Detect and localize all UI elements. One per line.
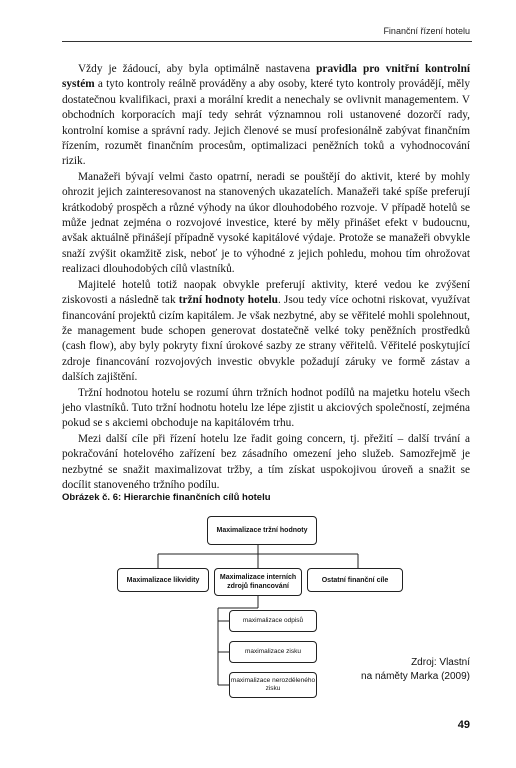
header-rule — [62, 41, 472, 42]
figure-source: Zdroj: Vlastní na náměty Marka (2009) — [361, 657, 470, 682]
level3-node: maximalizace zisku — [229, 641, 317, 663]
paragraph: Manažeři bývají velmi často opatrní, neradi se pouštějí do aktivit, které by mohly ohrozit jejich zainteresovanost na stanovených ukazatelích. Manažeři také spíše preferují krátkodobý prospěch a různé výhody na úkor dlouhodobého rozvoje. V případě hotelů se může jednat zejména o rozvojové investice, které by měly přinášet efekt v budoucnu, avšak aktuálně přinášejí případně vysoké kapitálové výdaje. Protože se manažeři obvykle snaží zvýšit okamžitě zisk, neboť je to výhodné z jejich pohledu, mohou tím ohrožovat realizaci dlouhodobých cílů vlastníků. — [62, 170, 470, 276]
paragraph: Majitelé hotelů totiž naopak obvykle preferují aktivity, které vedou ke zvýšení ziskovosti a následně tak tržní hodnoty hotelu. Jsou tedy více ochotni riskovat, využívat financování projektů cizím kapitálem. Je však nezbytné, aby se věřitelé mohli spolehnout, že management bude schopen generovat dostatečně velké toky peněžních prostředků (cash flow), aby byly pokryty fixní úrokové sazby ze strany věřitelů. Věřitelé poskytující zdroje financování rozvojových investic obvykle požadují záruky ve formě zástav a dalších zajištění. — [62, 278, 471, 384]
emphasis: tržní hodnoty hotelu — [178, 294, 278, 307]
emphasis: pravidla pro vnitřní kontrolní systém — [62, 63, 470, 91]
paragraph: Vždy je žádoucí, aby byla optimálně nastavena pravidla pro vnitřní kontrolní systém a tyto kontroly reálně prováděny a aby osoby, které tyto kontroly provádějí, měly dostatečnou kvalifikaci, praxi a morální kredit a nenechaly se ovlivnit managementem. V obchodních korporacích mají tedy sehrát významnou roli ustanovené dozorčí rady, kontrolní komise a správní rady. Jejich členové se musí profesionálně zabývat finančním řízením, rozumět finančním procesům, optimalizaci peněžních toků a vyhodnocování rizik. — [62, 63, 470, 168]
figure-caption: Obrázek č. 6: Hierarchie finančních cílů hotelu — [62, 492, 271, 503]
paragraph: Tržní hodnotou hotelu se rozumí úhrn tržních hodnot podílů na majetku hotelu všech jeho vlastníků. Tuto tržní hodnotu hotelu lze lépe zjistit u akciových společností, zejména pokud se s akciemi obchoduje na kapitálovém trhu. — [62, 386, 470, 430]
level3-node: maximalizace odpisů — [229, 610, 317, 632]
level2-node-right: Ostatní finanční cíle — [307, 568, 403, 592]
paragraph: Mezi další cíle při řízení hotelu lze řadit going concern, tj. přežití – další trvání a pokračování hotelového zařízení bez zásadního omezení jeho služeb. Samozřejmě je nezbytné se snažit maximalizovat tržby, a tím získat uspokojivou úroveň a snažit se docílit stanoveného tržního podílu. — [62, 432, 470, 491]
level3-node: maximalizace nerozděleného zisku — [229, 672, 317, 698]
page-number: 49 — [457, 719, 470, 731]
body-text — [62, 62, 470, 493]
level2-node-left: Maximalizace likvidity — [117, 568, 209, 592]
running-header: Finanční řízení hotelu — [383, 26, 470, 36]
level2-node-center: Maximalizace interních zdrojů financování — [214, 568, 302, 596]
root-node: Maximalizace tržní hodnoty — [207, 516, 317, 545]
